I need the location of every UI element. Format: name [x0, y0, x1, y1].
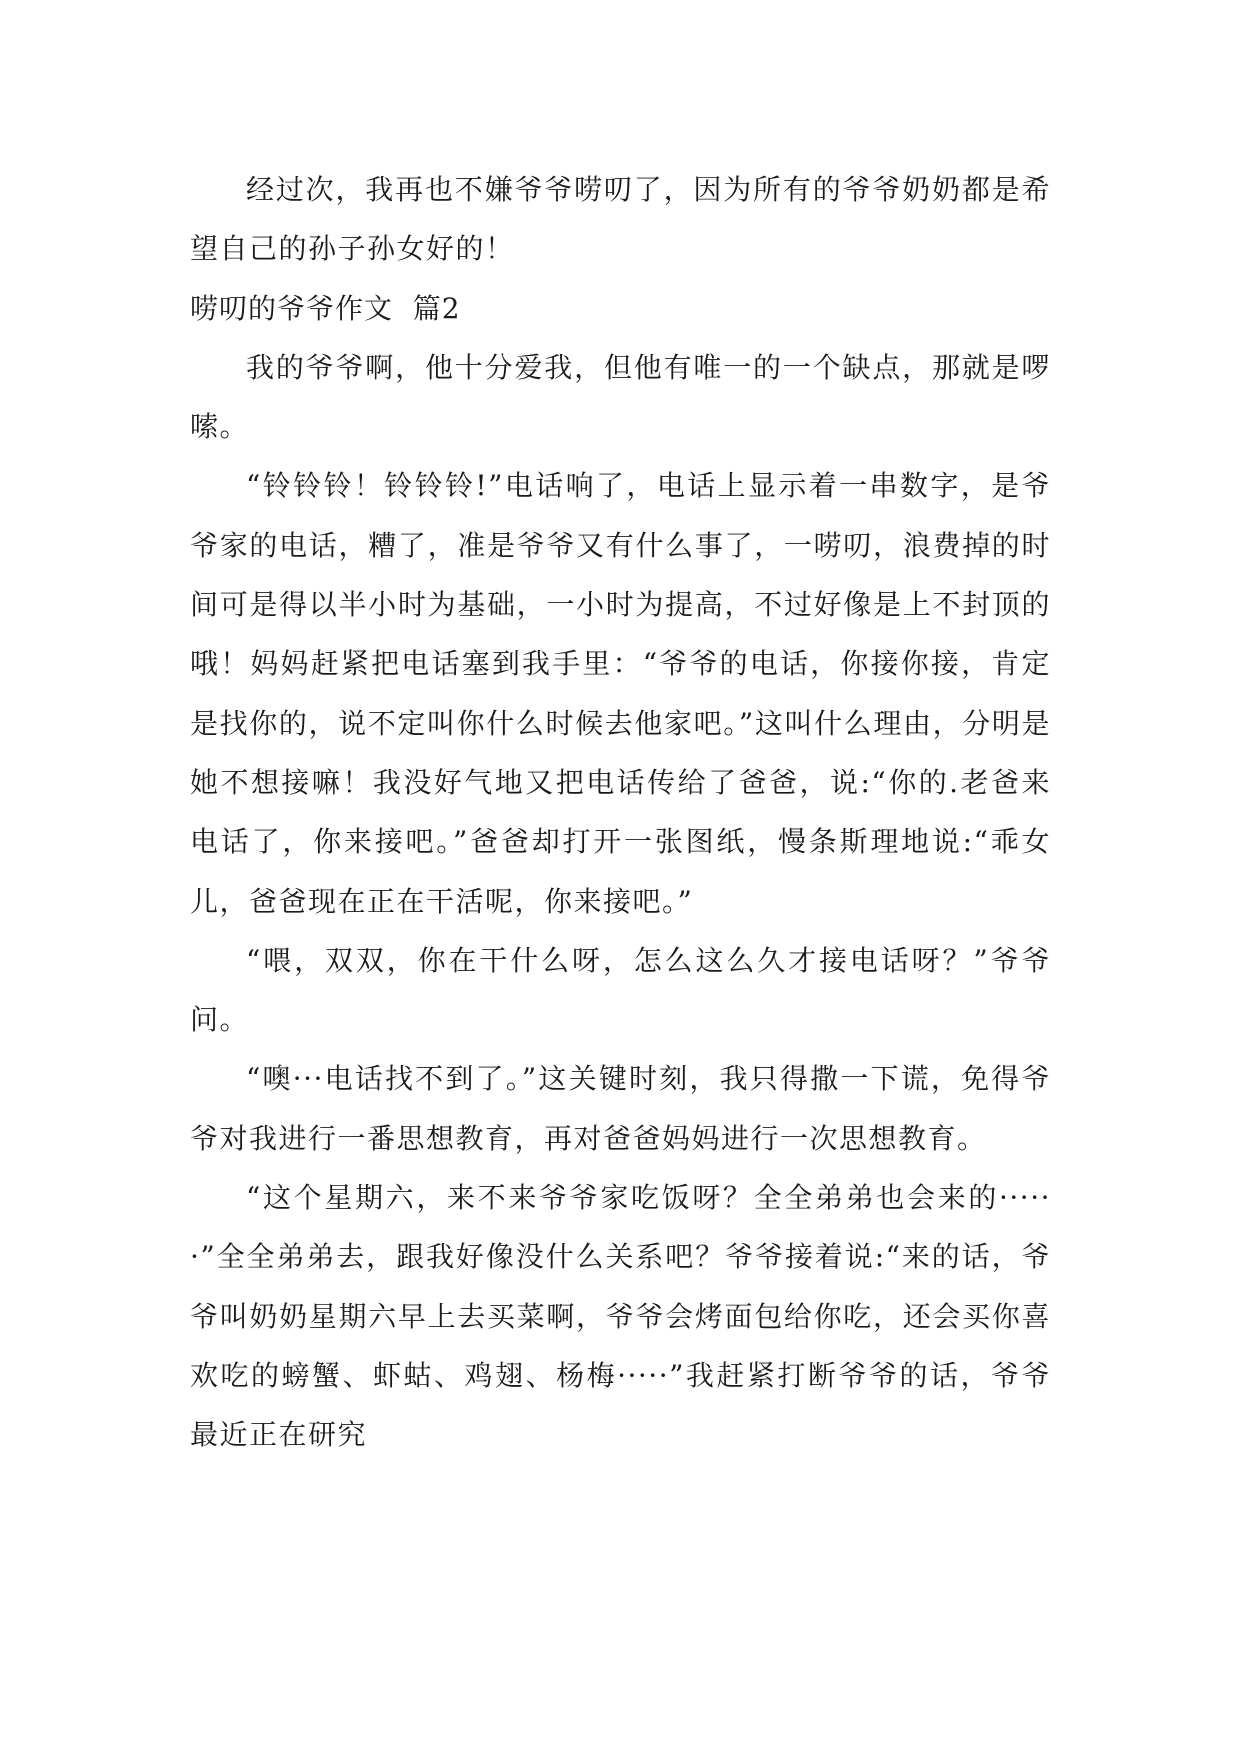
section-heading: 唠叨的爷爷作文 篇2 — [190, 291, 461, 325]
paragraph: 我的爷爷啊，他十分爱我，但他有唯一的一个缺点，那就是啰嗦。 — [190, 350, 1051, 444]
paragraph: 经过次，我再也不嫌爷爷唠叨了，因为所有的爷爷奶奶都是希望自己的孙子孙女好的！ — [190, 173, 1051, 266]
paragraph: “这个星期六，来不来爷爷家吃饭呀？全全弟弟也会来的······”全全弟弟去，跟我好像没什么关系吧？爷爷接着说:“来的话，爷爷叫奶奶星期六早上去买菜啊，爷爷会烤面包给你吃，还会买你喜欢吃的螃蟹、虾蛄、鸡翅、杨梅·····”我赶紧打断爷爷的话，爷爷最近正在研究 — [190, 1181, 1051, 1452]
paragraph: “铃铃铃！铃铃铃!”电话响了，电话上显示着一串数字，是爷爷家的电话，糟了，准是爷爷又有什么事了，一唠叨，浪费掉的时间可是得以半小时为基础，一小时为提高，不过好像是上不封顶的哦！妈妈赶紧把电话塞到我手里：“爷爷的电话，你接你接，肯定是找你的，说不定叫你什么时候去他家吧。”这叫什么理由，分明是她不想接嘛！我没好气地又把电话传给了爸爸，说:“你的.老爸来电话了，你来接吧。”爸爸却打开一张图纸，慢条斯理地说:“乖女儿，爸爸现在正在干活呢，你来接吧。” — [190, 469, 1051, 918]
document-body — [190, 160, 1051, 1465]
paragraph: “喂，双双，你在干什么呀，怎么这么久才接电话呀？”爷爷问。 — [190, 943, 1051, 1037]
paragraph: “噢···电话找不到了。”这关键时刻，我只得撒一下谎，免得爷爷对我进行一番思想教育，再对爸爸妈妈进行一次思想教育。 — [190, 1062, 1051, 1155]
